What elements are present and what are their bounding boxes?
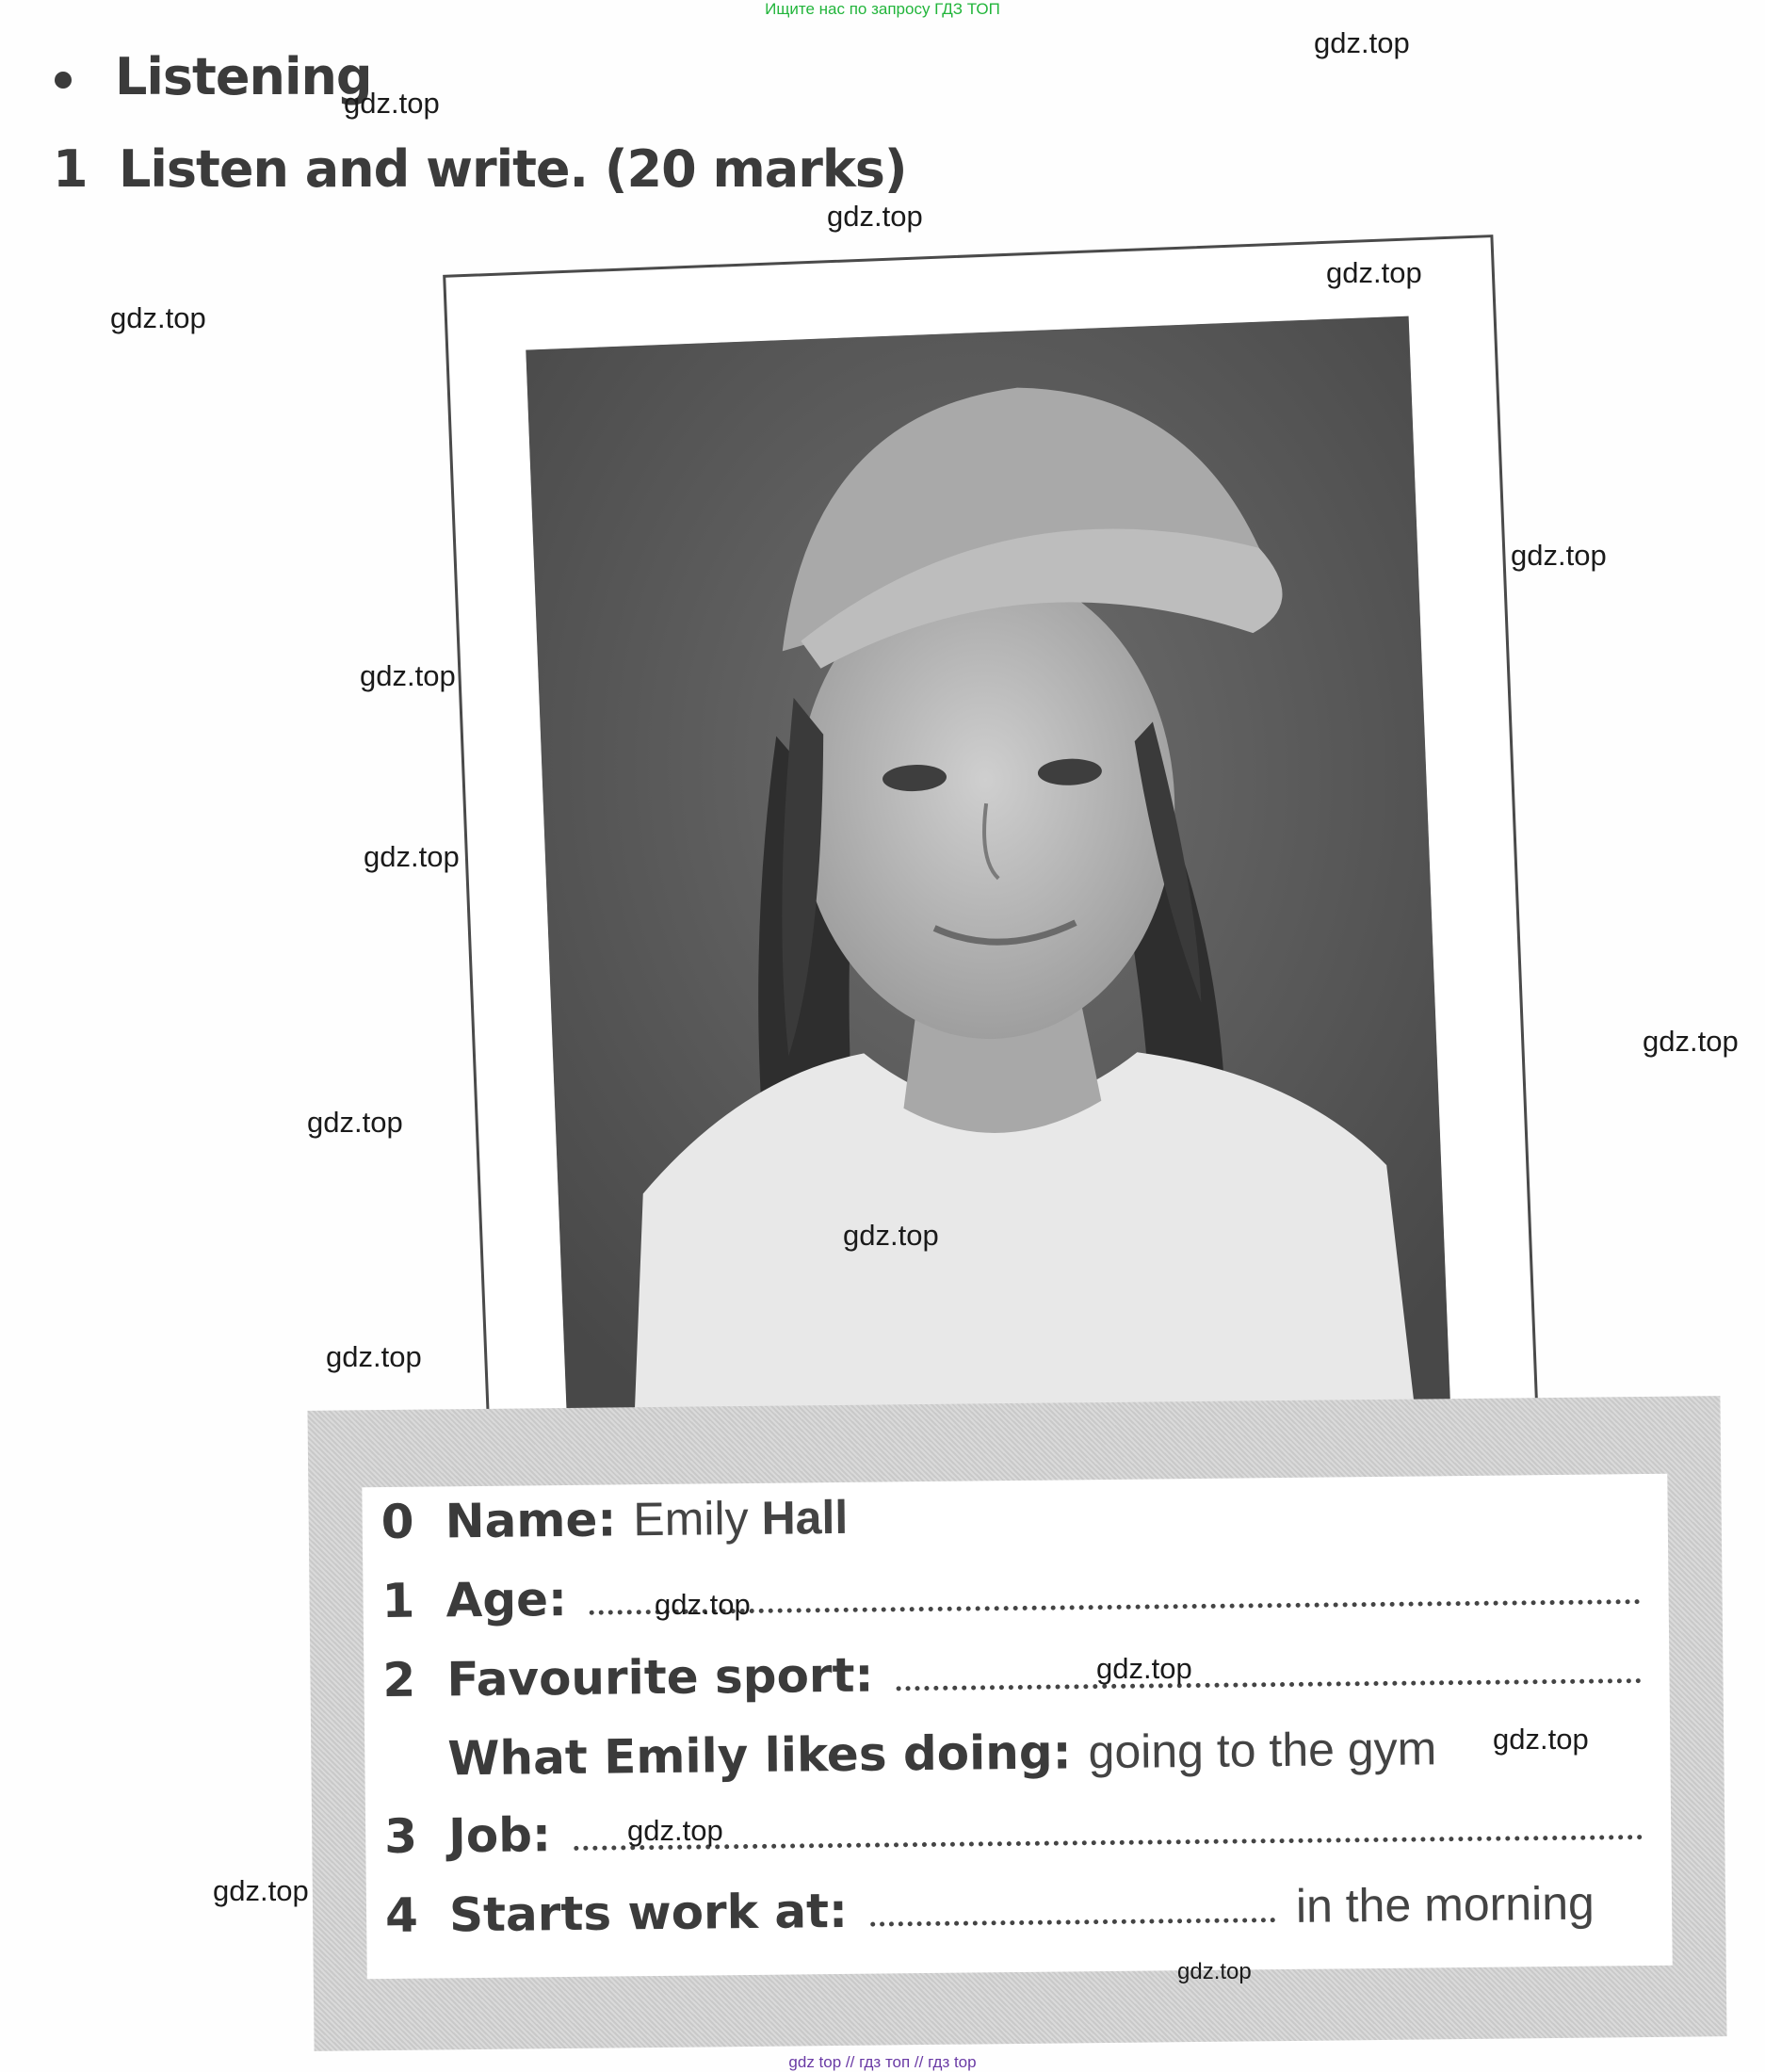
watermark: gdz.top xyxy=(1511,539,1607,572)
bullet-icon xyxy=(55,72,72,89)
name-label: Name: xyxy=(445,1492,617,1549)
row-number xyxy=(383,1731,440,1732)
section-title-text: Listening xyxy=(115,47,372,106)
exercise-instruction: Listen and write. (20 marks) xyxy=(119,139,907,199)
form-row-start-time xyxy=(366,1875,1673,1968)
exercise-number: 1 xyxy=(53,139,88,199)
watermark: gdz.top xyxy=(110,301,206,334)
watermark: gdz.top xyxy=(1326,256,1422,289)
form-row-name xyxy=(362,1481,1668,1575)
exercise-heading xyxy=(53,139,907,199)
job-answer-blank[interactable] xyxy=(574,1835,1643,1851)
watermark: gdz.top xyxy=(843,1219,939,1252)
watermark: gdz.top xyxy=(360,659,456,692)
likes-value: going to the gym xyxy=(1088,1722,1437,1779)
watermark: gdz.top xyxy=(307,1106,403,1139)
form-row-sport xyxy=(364,1640,1670,1733)
row-number: 2 xyxy=(382,1652,416,1708)
watermark: gdz.top xyxy=(213,1874,309,1907)
job-label: Job: xyxy=(447,1807,552,1864)
watermark: gdz.top xyxy=(1177,1959,1252,1984)
watermark: gdz.top xyxy=(827,200,923,233)
form-row-age xyxy=(363,1561,1669,1654)
section-title xyxy=(53,47,372,106)
age-label: Age: xyxy=(445,1571,568,1628)
start-time-suffix: in the morning xyxy=(1295,1876,1595,1933)
watermark: gdz.top xyxy=(627,1814,723,1847)
info-form xyxy=(362,1474,1672,1979)
name-first: Emily xyxy=(633,1491,749,1546)
girl-portrait-photo xyxy=(526,316,1450,1442)
photo-frame xyxy=(443,235,1541,1514)
watermark: gdz.top xyxy=(1493,1723,1589,1756)
watermark: gdz.top xyxy=(1314,26,1410,59)
watermark: gdz.top xyxy=(1643,1025,1739,1058)
name-last: Hall xyxy=(761,1490,849,1545)
row-number: 3 xyxy=(383,1808,418,1865)
footer-watermark: gdz top // гдз топ // гдз top xyxy=(788,2053,977,2071)
sport-answer-blank[interactable] xyxy=(897,1678,1642,1691)
watermark: gdz.top xyxy=(655,1588,751,1621)
form-row-job xyxy=(365,1796,1672,1889)
girl-portrait-icon xyxy=(526,316,1450,1442)
row-number: 0 xyxy=(381,1494,414,1550)
watermark: gdz.top xyxy=(364,840,460,873)
start-time-answer-blank[interactable] xyxy=(870,1918,1275,1927)
header-watermark: Ищите нас по запросу ГДЗ ТОП xyxy=(765,0,1000,18)
row-number: 1 xyxy=(381,1573,415,1629)
row-number: 4 xyxy=(384,1887,419,1944)
start-time-label: Starts work at: xyxy=(448,1883,849,1943)
sport-label: Favourite sport: xyxy=(446,1647,874,1708)
likes-label: What Emily likes doing: xyxy=(447,1724,1072,1787)
watermark: gdz.top xyxy=(344,87,440,120)
watermark: gdz.top xyxy=(326,1340,422,1373)
watermark: gdz.top xyxy=(1096,1652,1192,1685)
